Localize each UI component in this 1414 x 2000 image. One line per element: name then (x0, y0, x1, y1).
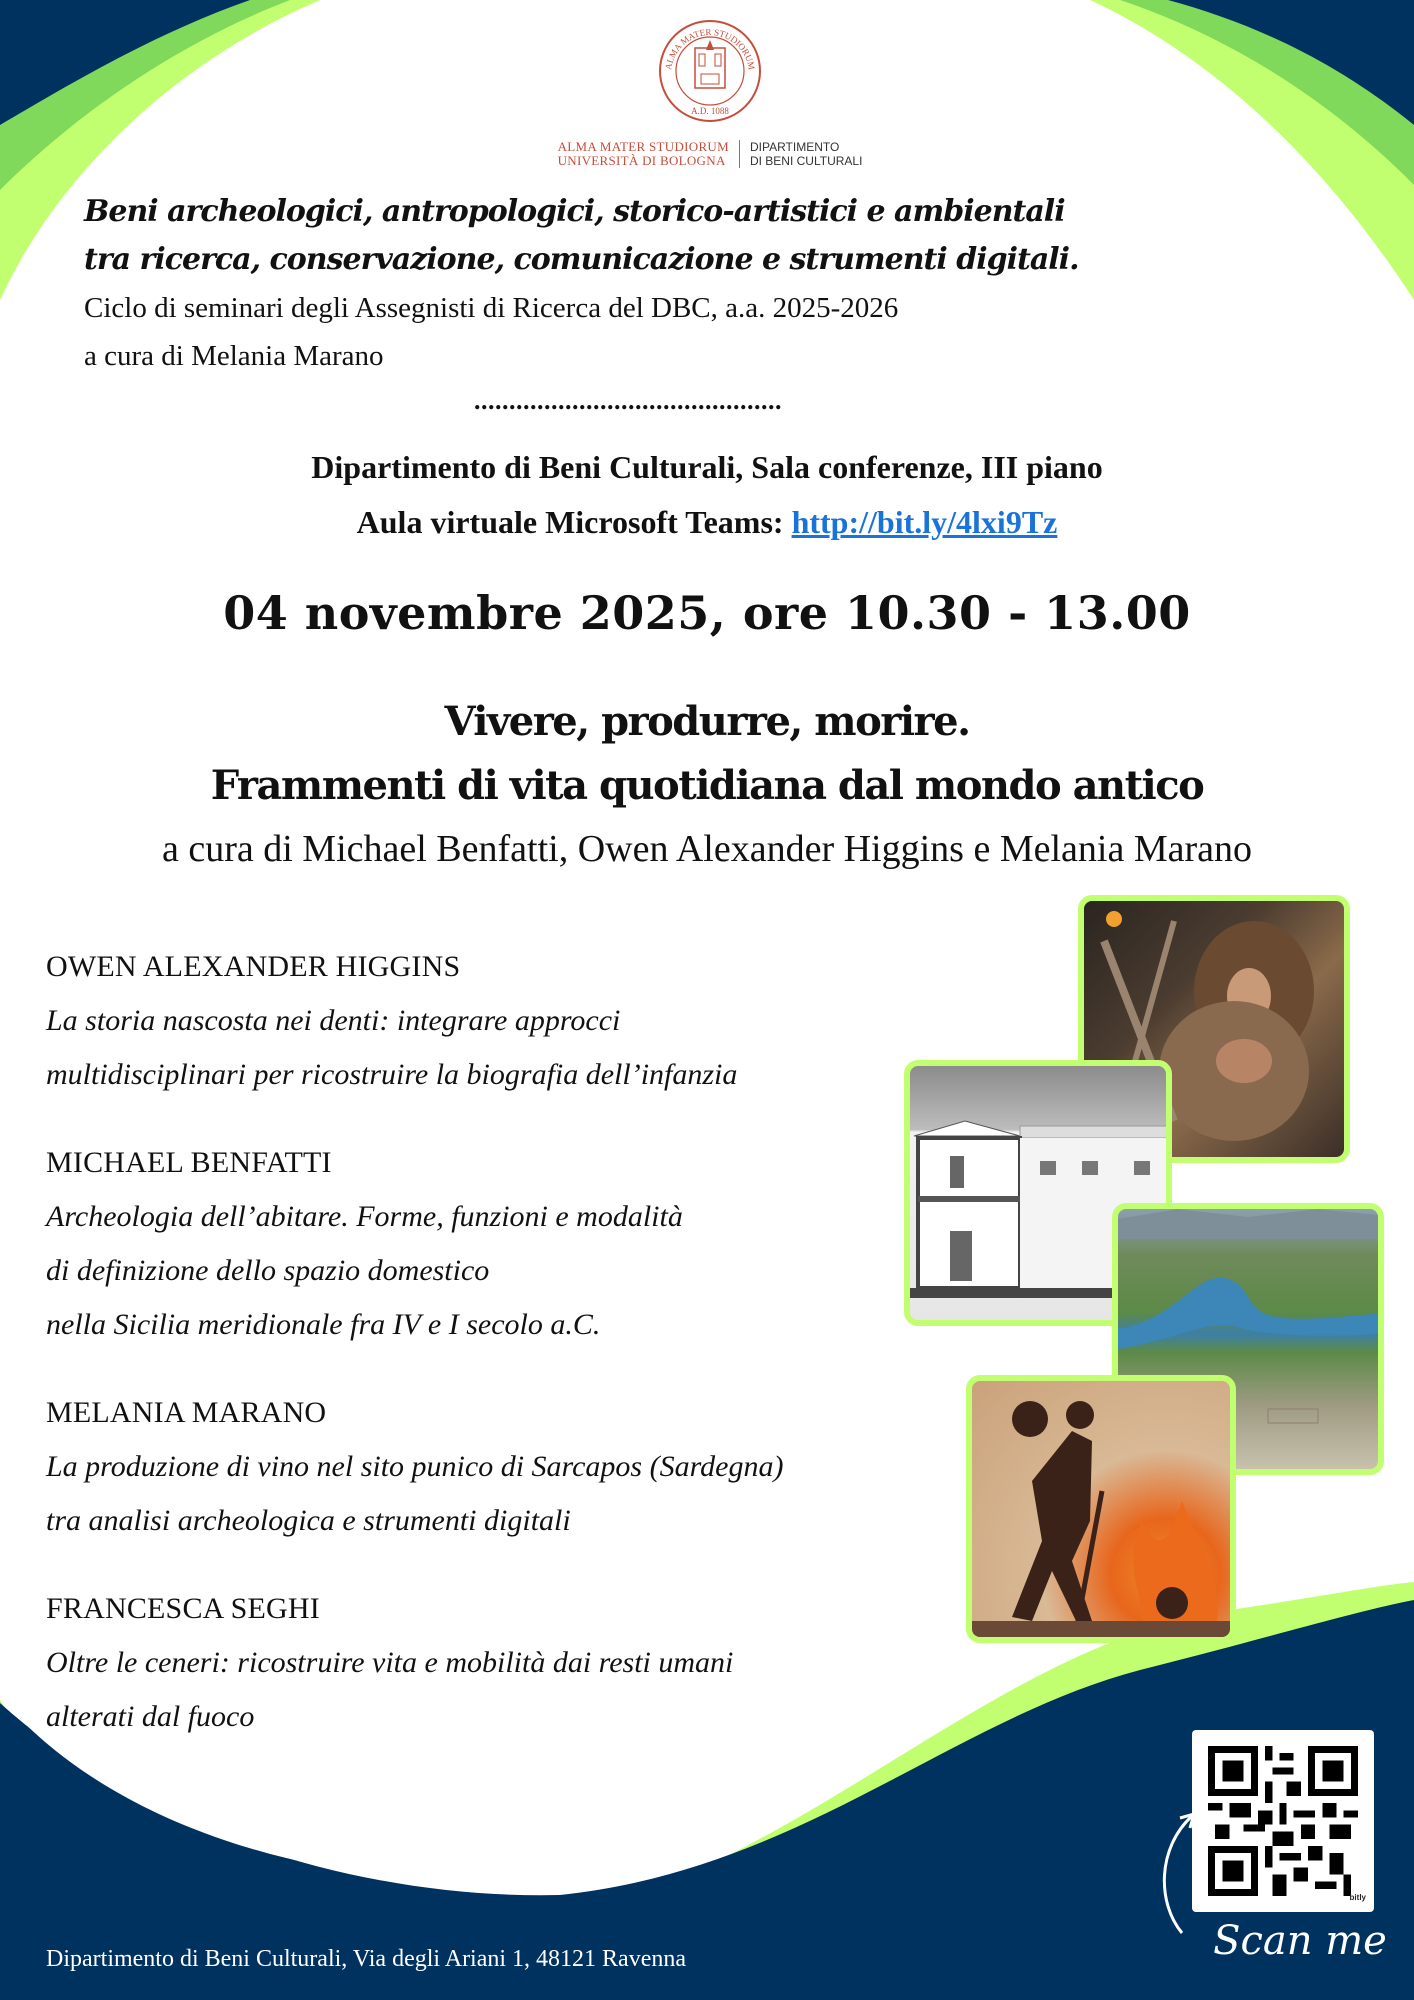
university-logo (540, 18, 880, 168)
talk-title-line: multidisciplinari per ricostruire la biografia dell’infanzia (46, 1058, 738, 1091)
photo-traveler-fire (966, 1375, 1236, 1643)
series-title-line1: Beni archeologici, antropologici, storico-artistici e ambientali (84, 194, 1065, 229)
virtual-room-label: Aula virtuale Microsoft Teams: (356, 504, 784, 540)
svg-text:ALMA MATER STUDIORUM: ALMA MATER STUDIORUM (663, 26, 757, 71)
department-name (750, 140, 862, 168)
talk-title-line: nella Sicilia meridionale fra IV e I secolo a.C. (46, 1308, 601, 1341)
event-title-line2: Frammenti di vita quotidiana dal mondo antico (210, 762, 1204, 809)
department-name-line2: DI BENI CULTURALI (749, 154, 863, 168)
footer-address: Dipartimento di Beni Culturali, Via degli Ariani 1, 48121 Ravenna (46, 1946, 687, 1972)
speaker-name: MELANIA MARANO (46, 1396, 327, 1429)
talk-title-line: La storia nascosta nei denti: integrare approcci (46, 1004, 621, 1037)
speaker-list (46, 940, 986, 1778)
venue-location: Dipartimento di Beni Culturali, Sala conferenze, III piano (311, 449, 1103, 485)
scan-me-label: Scan me (1213, 1918, 1387, 1964)
talk-title-line: Archeologia dell’abitare. Forme, funzioni e modalità (46, 1200, 683, 1233)
university-name-line2: UNIVERSITÀ DI BOLOGNA (557, 153, 726, 168)
event-theme (0, 690, 1414, 878)
series-title-line2: tra ricerca, conservazione, comunicazione e strumenti digitali. (84, 242, 1079, 277)
speaker-item (46, 1386, 986, 1548)
qr-code-icon (1208, 1746, 1358, 1896)
virtual-room (0, 495, 1414, 550)
talk-title-line: Oltre le ceneri: ricostruire vita e mobilità dai resti umani (46, 1646, 734, 1679)
traveler-silhouette-icon (972, 1381, 1230, 1637)
university-seal-icon (657, 18, 763, 124)
event-datetime: 04 novembre 2025, ore 10.30 - 13.00 (223, 586, 1191, 640)
qr-code[interactable] (1192, 1730, 1374, 1912)
speaker-name: MICHAEL BENFATTI (46, 1146, 332, 1179)
logo-divider (739, 140, 740, 168)
speaker-item (46, 1136, 986, 1352)
speaker-item (46, 1582, 986, 1744)
series-curator: a cura di Melania Marano (84, 340, 384, 372)
teams-link[interactable]: http://bit.ly/4lxi9Tz (791, 504, 1058, 540)
speaker-item (46, 940, 986, 1102)
talk-title-line: di definizione dello spazio domestico (46, 1254, 490, 1287)
qr-brand-label: bitly (1349, 1893, 1366, 1902)
talk-title-line: alterati dal fuoco (46, 1700, 255, 1733)
speaker-name: OWEN ALEXANDER HIGGINS (46, 950, 461, 983)
event-curators: a cura di Michael Benfatti, Owen Alexander Higgins e Melania Marano (161, 828, 1252, 870)
department-name-line1: DIPARTIMENTO (749, 140, 840, 154)
talk-title-line: tra analisi archeologica e strumenti digitali (46, 1504, 571, 1537)
dotted-divider: ............................................ (474, 386, 782, 415)
venue-info (0, 440, 1414, 550)
university-name (558, 140, 729, 168)
series-description: Ciclo di seminari degli Assegnisti di Ricerca del DBC, a.a. 2025-2026 (84, 292, 899, 324)
seminar-series-intro (84, 188, 1144, 380)
speaker-name: FRANCESCA SEGHI (46, 1592, 320, 1625)
university-name-line1: ALMA MATER STUDIORUM (557, 139, 729, 154)
svg-text:A.D. 1088: A.D. 1088 (691, 106, 729, 116)
event-title-line1: Vivere, produrre, morire. (444, 698, 970, 745)
talk-title-line: La produzione di vino nel sito punico di Sarcapos (Sardegna) (46, 1450, 784, 1483)
